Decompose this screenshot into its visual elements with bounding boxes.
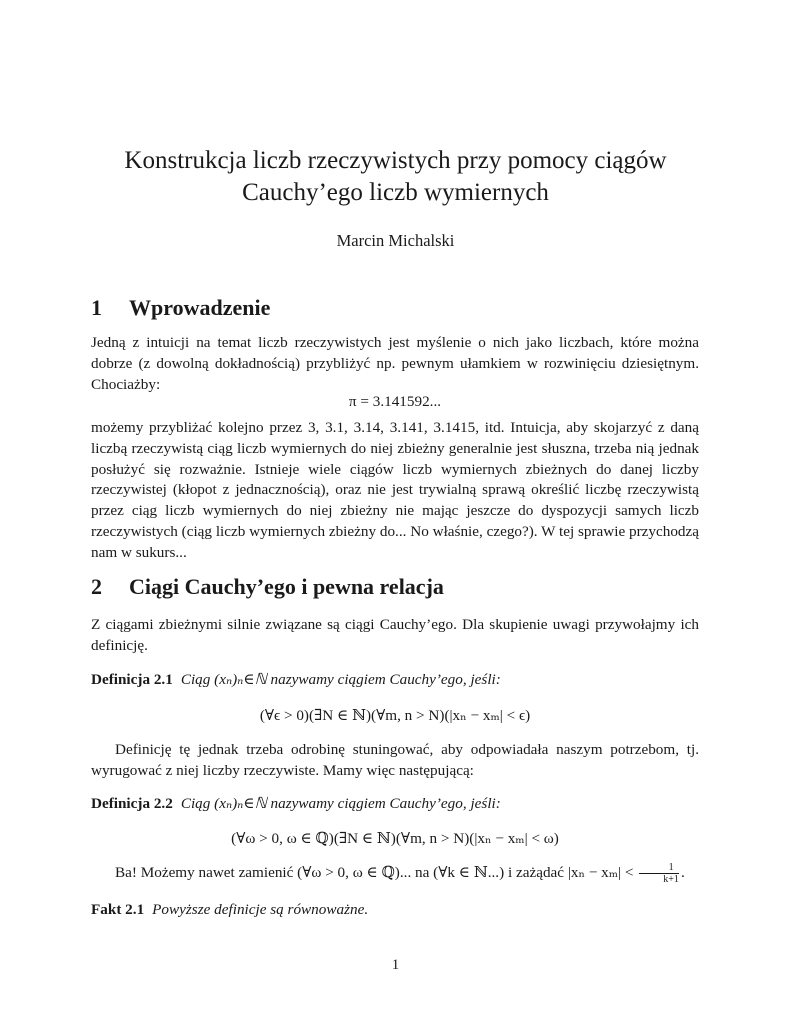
pi-equation: π = 3.141592... (348, 393, 442, 410)
section-1-paragraph-1: Jedną z intuicji na temat liczb rzeczywistych jest myślenie o nich jako liczbach, które można dobrze (z dowolną dokładnością) przybliżyć np. pewnym ułamkiem w rozwinięciu dziesiętnym. Chociażby: (91, 334, 699, 393)
section-1-number: 1 (91, 295, 102, 320)
section-2-paragraph-2: Definicję tę jednak trzeba odrobinę stuningować, aby odpowiadała naszym potrzebom, tj. wyrugować z niej liczby rzeczywiste. Mamy więc następującą: (91, 741, 699, 779)
section-2-paragraph-1: Z ciągami zbieżnymi silnie związane są ciągi Cauchy’ego. Dla skupienie uwagi przywołajmy ich definicję. (91, 616, 699, 654)
fact-2-1-text: Powyższe definicje są równoważne. (152, 901, 369, 918)
section-1-paragraph-2: możemy przybliżać kolejno przez 3, 3.1, 3.14, 3.141, 3.1415, itd. Intuicja, aby skojarzyć z daną liczbą rzeczywistą ciąg liczb wymiernych do niej zbieżny generalnie jest słuszna, trzeba nią jednak posłużyć się rozważnie. Istnieje wiele ciągów liczb wymiernych zbieżnych do danej liczby rzeczywistej (kłopot z jednacznością), oraz nie jest trywialną sprawą określić liczbę rzeczywistą przez ciąg liczb wymiernych do niej zbieżny nie mając jeszcze do dyspozycji samych liczb rzeczywistych (ciąg liczb wymiernych zbieżny do... No właśnie, czego?). W tej sprawie przychodzą nam w sukurs... (91, 419, 699, 561)
page-number: 1 (391, 957, 400, 973)
fraction-numerator: 1 (639, 862, 679, 874)
fraction-denominator: k+1 (663, 874, 679, 885)
fraction (639, 862, 679, 885)
fact-2-1-label: Fakt 2.1 (91, 901, 145, 918)
paragraph-3-text: Ba! Możemy nawet zamienić (∀ω > 0, ω ∈ ℚ)... na (∀k ∈ ℕ...) i zażądać |xₙ − xₘ| < (115, 863, 634, 881)
definition-2-2 (91, 794, 699, 815)
definition-2-1-equation: (∀ϵ > 0)(∃N ∈ ℕ)(∀m, n > N)(|xₙ − xₘ| < ϵ) (259, 707, 531, 724)
fact-2-1 (91, 900, 699, 921)
title-line-1: Konstrukcja liczb rzeczywistych przy pomocy ciągów (124, 147, 667, 174)
definition-2-1-text: Ciąg (xₙ)ₙ∈ℕ nazywamy ciągiem Cauchy’ego, jeśli: (180, 671, 501, 688)
author: Marcin Michalski (336, 231, 455, 250)
section-1-title: Wprowadzenie (129, 295, 271, 320)
paragraph-3-end: . (680, 863, 685, 881)
definition-2-1 (91, 670, 699, 691)
definition-2-1-label: Definicja 2.1 (91, 671, 173, 688)
definition-2-2-text: Ciąg (xₙ)ₙ∈ℕ nazywamy ciągiem Cauchy’ego, jeśli: (180, 795, 501, 812)
definition-2-2-label: Definicja 2.2 (91, 795, 173, 812)
section-2-paragraph-3 (91, 862, 699, 885)
section-1-heading (91, 295, 270, 321)
definition-2-2-equation: (∀ω > 0, ω ∈ ℚ)(∃N ∈ ℕ)(∀m, n > N)(|xₙ − xₘ| < ω) (231, 830, 559, 847)
section-2-title: Ciągi Cauchy’ego i pewna relacja (129, 574, 444, 599)
section-2-number: 2 (91, 574, 102, 599)
section-2-heading (91, 574, 444, 600)
title-line-2: Cauchy’ego liczb wymiernych (242, 179, 549, 206)
